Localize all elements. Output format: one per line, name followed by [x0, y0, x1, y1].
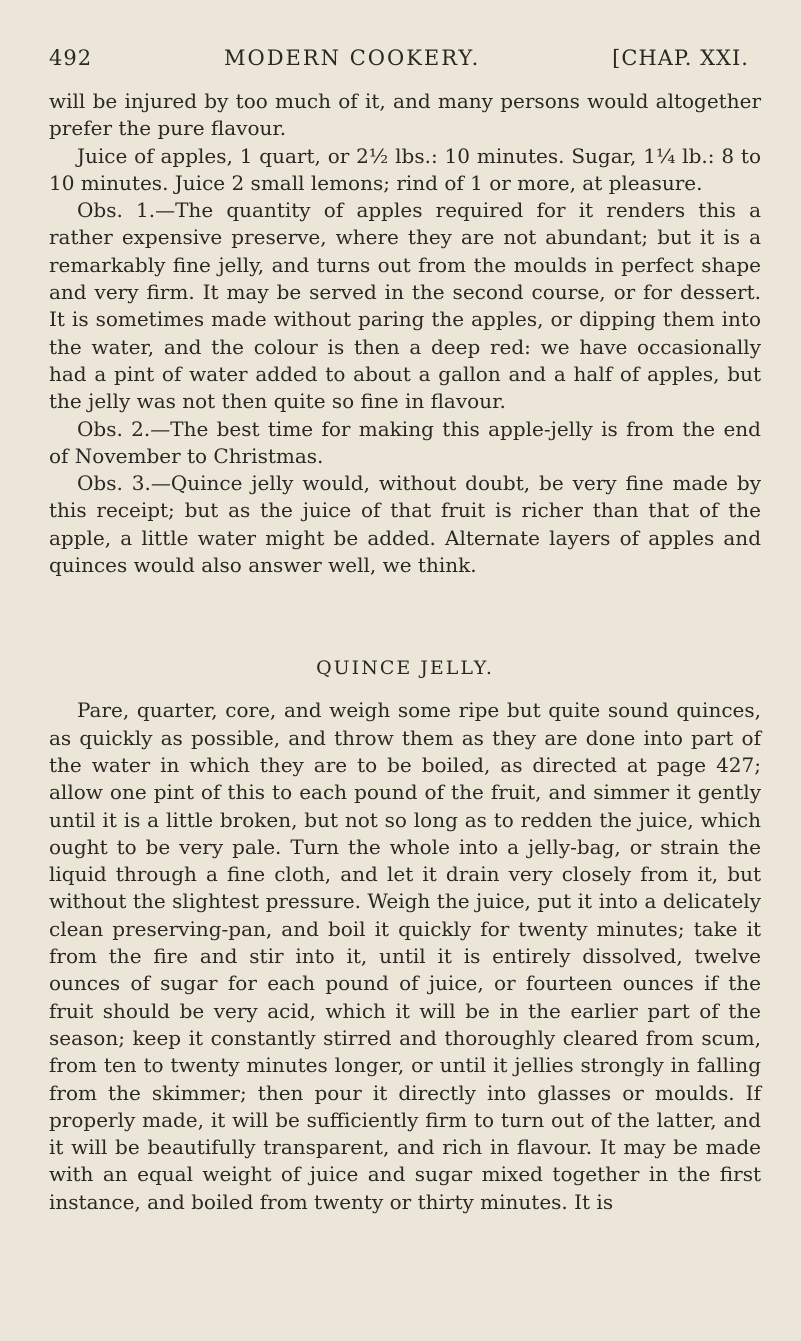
paragraph-quince-recipe: Pare, quarter, core, and weigh some ripe but quite sound quinces, as quickly as possible, and throw them as they are done into part of the water in which they are to be boiled, as directed at page 427; allow one pint of this to each pound of the fruit, and simmer it gently until it is a little broken, but not so long as to redden the juice, which ought to be very pale. Turn the whole into a jelly-bag, or strain the liquid through a fine cloth, and let it drain very closely from it, but without the slightest pressure. Weigh the juice, put it into a delicately clean preserving-pan, and boil it quickly for twenty minutes; take it from the fire and stir into it, until it is entirely dissolved, twelve ounces of sugar for each pound of juice, or fourteen ounces if the fruit should be very acid, which it will be in the earlier part of the season; keep it constantly stirred and thoroughly cleared from scum, from ten to twenty minutes longer, or until it jellies strongly in falling from the skimmer; then pour it directly into glasses or moulds. If properly made, it will be sufficiently firm to turn out of the latter, and it will be beautifully transparent, and rich in flavour. It may be made with an equal weight of juice and sugar mixed together in the first instance, and boiled from twenty or thirty minutes. It is — [49, 698, 761, 1214]
section-heading-quince-jelly: QUINCE JELLY. — [316, 657, 494, 680]
paragraph-obs-3: Obs. 3.—Quince jelly would, without doubt, be very fine made by this receipt; but as the juice of that fruit is richer than that of the apple, a little water might be added. Alternate layers of apples and quinces would also answer well, we think. — [49, 471, 761, 578]
page-header — [49, 46, 761, 70]
page-number: 492 — [49, 46, 93, 70]
paragraph-obs-2: Obs. 2.—The best time for making this apple-jelly is from the end of November to Christmas. — [49, 416, 761, 468]
paragraph-continuation: will be injured by too much of it, and many persons would altogether prefer the pure flavour. — [49, 89, 761, 141]
chapter-label: [CHAP. XXI. — [612, 46, 749, 70]
paragraph-obs-1: Obs. 1.—The quantity of apples required for it renders this a rather expensive preserve, where they are not abundant; but it is a remarkably fine jelly, and turns out from the moulds in perfect shape and very firm. It may be served in the second course, or for dessert. It is sometimes made without paring the apples, or dipping them into the water, and the colour is then a deep red: we have occasionally had a pint of water added to about a gallon and a half of apples, but the jelly was not then quite so fine in flavour. — [49, 198, 761, 414]
running-title: MODERN COOKERY. — [223, 46, 481, 70]
paragraph-ingredients: Juice of apples, 1 quart, or 2½ lbs.: 10 minutes. Sugar, 1¼ lb.: 8 to 10 minutes. Juice 2 small lemons; rind of 1 or more, at pleasure. — [49, 143, 761, 195]
